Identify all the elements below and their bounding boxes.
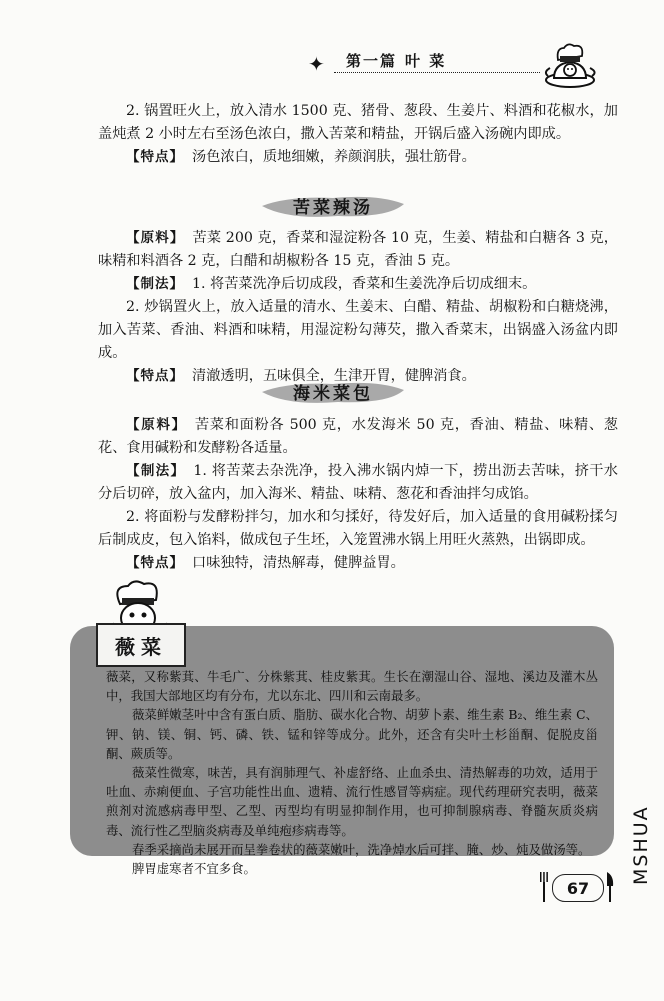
- recipe-3-title: [258, 374, 408, 408]
- recipe-2-title: [258, 188, 408, 222]
- running-header: [308, 44, 598, 94]
- page-number: 67: [552, 874, 604, 902]
- info-box-text: [106, 667, 598, 878]
- feature-text: 口味独特，清热解毒，健脾益胃。: [192, 555, 405, 571]
- ingredients: [98, 414, 618, 460]
- method-step-2: 2. 将面粉与发酵粉拌匀，加水和匀揉好，待发好后，加入适量的食用碱粉揉匀后制成皮，包入馅料，做成包子生坯，入笼置沸水锅上用旺火蒸熟，出锅即成。: [98, 509, 618, 548]
- method-label: 【制法】: [126, 276, 184, 292]
- ingredients-text: 苦菜 200 克，香菜和湿淀粉各 10 克，生姜、精盐和白糖各 3 克，味精和料酒各 2 克，白醋和胡椒粉各 15 克，香油 5 克。: [98, 230, 618, 269]
- method-label: 【制法】: [126, 463, 186, 479]
- ingredients-label: 【原料】: [126, 230, 185, 246]
- recipe-1-continued: [98, 100, 618, 169]
- feature-text: 汤色浓白，质地细嫩，养颜润肤，强壮筋骨。: [192, 149, 476, 165]
- feature-label: 【特点】: [126, 149, 184, 165]
- info-paragraph-4: 春季采摘尚未展开而呈拳卷状的薇菜嫩叶，洗净焯水后可拌、腌、炒、炖及做汤等。: [132, 841, 591, 857]
- method-step-1-text: 1. 将苦菜洗净后切成段，香菜和生姜洗净后切成细末。: [192, 276, 537, 292]
- feature-label: 【特点】: [126, 368, 184, 384]
- method-step-2: 2. 锅置旺火上，放入清水 1500 克、猪骨、葱段、生姜片、料酒和花椒水，加盖炖煮 2 小时左右至汤色浓白，撒入苦菜和精盐，开锅后盛入汤碗内即成。: [98, 103, 618, 142]
- recipe-2-name: 苦菜辣汤: [293, 197, 373, 218]
- knife-icon: [606, 872, 614, 902]
- fork-icon: [540, 872, 548, 902]
- section-name: 叶 菜: [405, 52, 447, 70]
- info-paragraph-2: 薇菜鲜嫩茎叶中含有蛋白质、脂肪、碳水化合物、胡萝卜素、维生素 B₂、维生素 C、钾、钠、镁、铜、钙、磷、铁、锰和锌等成分。此外，还含有尖叶土杉甾酮、促脱皮甾酮、蕨质等。: [106, 707, 598, 761]
- info-paragraph-1: 薇菜，又称紫萁、牛毛广、分株紫萁、桂皮紫萁。生长在潮湿山谷、湿地、溪边及灌木丛中，我国大部地区均有分布，尤以东北、四川和云南最多。: [106, 669, 598, 704]
- sparkle-icon: ✦: [308, 52, 325, 76]
- ingredients: [98, 227, 618, 273]
- chapter-number: 第一篇: [346, 52, 398, 70]
- chef-icon: [540, 40, 600, 90]
- page-number-badge: [540, 870, 616, 904]
- recipe-3-name: 海米菜包: [293, 383, 373, 404]
- info-paragraph-3: 薇菜性微寒，味苦，具有润肺理气、补虚舒络、止血杀虫、清热解毒的功效，适用于吐血、赤痢便血、子宫功能性出血、遗精、流行性感冒等病症。现代药理研究表明，薇菜煎剂对流感病毒甲型、乙型、丙型均有明显抑制作用，也可抑制腺病毒、脊髓灰质炎病毒、流行性乙型脑炎病毒及单纯疱疹病毒等。: [106, 765, 598, 838]
- method-step-1: [98, 273, 618, 296]
- recipe-2-body: [98, 227, 618, 388]
- method-step-2: 2. 炒锅置火上，放入适量的清水、生姜末、白醋、精盐、胡椒粉和白糖烧沸，加入苦菜、香油、料酒和味精，用湿淀粉勾薄芡，撒入香菜末，出锅盛入汤盆内即成。: [98, 299, 618, 361]
- feature-text: 清澈透明，五味俱全，生津开胃，健脾消食。: [192, 368, 476, 384]
- info-box-heading: 薇菜: [96, 623, 186, 667]
- ingredients-label: 【原料】: [126, 417, 187, 433]
- method-step-1: [98, 460, 618, 506]
- header-rule: [334, 72, 540, 73]
- ingredients-text: 苦菜和面粉各 500 克，水发海米 50 克，香油、精盐、味精、葱花、食用碱粉和发酵粉各适量。: [98, 417, 618, 456]
- recipe-3-body: [98, 414, 618, 575]
- method-step-1-text: 1. 将苦菜去杂洗净，投入沸水锅内焯一下，捞出沥去苦味，挤干水分后切碎，放入盆内，加入海米、精盐、味精、葱花和香油拌匀成馅。: [98, 463, 618, 502]
- feature-line: [98, 146, 618, 169]
- feature-line: [98, 552, 618, 575]
- info-paragraph-5: 脾胃虚寒者不宜多食。: [132, 861, 256, 877]
- chapter-title: [346, 50, 446, 71]
- watermark: MSHUA: [630, 805, 652, 885]
- feature-label: 【特点】: [126, 555, 184, 571]
